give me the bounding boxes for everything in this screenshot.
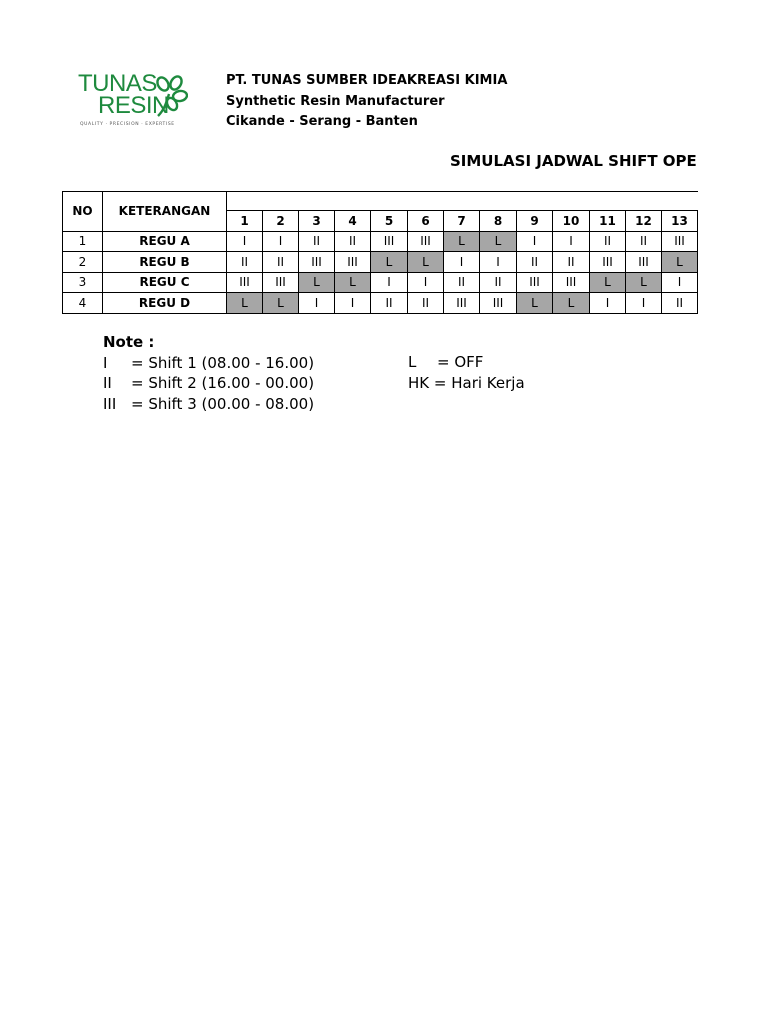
shift-cell: III [662, 231, 698, 252]
shift-cell: L [590, 272, 626, 293]
shift-cell: II [590, 231, 626, 252]
day-header-8: 8 [480, 211, 517, 232]
day-header-9: 9 [517, 211, 553, 232]
company-tagline: Synthetic Resin Manufacturer [226, 93, 445, 109]
shift-cell: L [263, 293, 299, 314]
shift-cell: I [335, 293, 371, 314]
note-item [103, 373, 315, 394]
note-item [103, 353, 315, 374]
row-team-name: REGU B [103, 252, 227, 273]
logo-word-resin: RESIN [98, 92, 169, 119]
logo-word-tunas: TUNAS [78, 70, 157, 97]
shift-cell: II [444, 272, 480, 293]
shift-cell: II [299, 231, 335, 252]
shift-cell: L [553, 293, 590, 314]
day-header-5: 5 [371, 211, 408, 232]
company-name: PT. TUNAS SUMBER IDEAKREASI KIMIA [226, 73, 508, 88]
day-header-6: 6 [408, 211, 444, 232]
table-row [63, 252, 698, 273]
shift-cell: L [227, 293, 263, 314]
shift-cell: III [227, 272, 263, 293]
shift-cell: III [335, 252, 371, 273]
shift-cell: II [480, 272, 517, 293]
day-header-12: 12 [626, 211, 662, 232]
shift-cell: III [263, 272, 299, 293]
shift-cell: I [299, 293, 335, 314]
header-month-blank [227, 192, 698, 211]
shift-cell: II [408, 293, 444, 314]
row-team-name: REGU A [103, 231, 227, 252]
note-text: = OFF [437, 353, 484, 371]
shift-cell: II [335, 231, 371, 252]
shift-cell: III [517, 272, 553, 293]
shift-cell: III [299, 252, 335, 273]
shift-cell: I [517, 231, 553, 252]
shift-schedule-table [62, 191, 698, 314]
leaf-flower-icon [152, 74, 188, 118]
shift-cell: II [662, 293, 698, 314]
note-code: III [103, 394, 117, 413]
day-header-4: 4 [335, 211, 371, 232]
shift-cell: I [371, 272, 408, 293]
company-header [226, 71, 507, 133]
note-text: HK = Hari Kerja [408, 373, 525, 392]
logo-tagline: QUALITY · PRECISION · EXPERTISE [80, 122, 175, 127]
shift-cell: III [480, 293, 517, 314]
shift-cell: III [371, 231, 408, 252]
shift-cell: II [626, 231, 662, 252]
shift-cell: L [517, 293, 553, 314]
note-code: I [103, 353, 108, 372]
row-number: 3 [63, 272, 103, 293]
shift-cell: I [590, 293, 626, 314]
shift-cell: II [227, 252, 263, 273]
shift-cell: L [408, 252, 444, 273]
note-text: = Shift 3 (00.00 - 08.00) [131, 394, 315, 413]
shift-cell: II [517, 252, 553, 273]
shift-cell: L [662, 252, 698, 273]
shift-cell: II [371, 293, 408, 314]
table-row [63, 231, 698, 252]
row-team-name: REGU D [103, 293, 227, 314]
shift-cell: III [626, 252, 662, 273]
note-code: L [408, 353, 417, 371]
note-text: = Shift 1 (08.00 - 16.00) [131, 353, 315, 372]
day-header-10: 10 [553, 211, 590, 232]
row-number: 2 [63, 252, 103, 273]
note-text: = Shift 2 (16.00 - 00.00) [131, 374, 315, 392]
shift-cell: I [408, 272, 444, 293]
day-header-7: 7 [444, 211, 480, 232]
shift-cell: L [480, 231, 517, 252]
row-team-name: REGU C [103, 272, 227, 293]
note-code: II [103, 374, 112, 392]
company-address: Cikande - Serang - Banten [226, 114, 418, 129]
day-header-11: 11 [590, 211, 626, 232]
company-logo [78, 70, 188, 130]
day-header-3: 3 [299, 211, 335, 232]
shift-cell: I [662, 272, 698, 293]
table-row [63, 272, 698, 293]
document-title: SIMULASI JADWAL SHIFT OPE [450, 152, 697, 170]
shift-cell: L [371, 252, 408, 273]
shift-cell: III [408, 231, 444, 252]
shift-cell: L [626, 272, 662, 293]
shift-cell: III [590, 252, 626, 273]
shift-cell: III [553, 272, 590, 293]
day-header-13: 13 [662, 211, 698, 232]
shift-cell: I [227, 231, 263, 252]
day-header-2: 2 [263, 211, 299, 232]
note-section [103, 332, 315, 414]
shift-cell: I [480, 252, 517, 273]
shift-cell: I [263, 231, 299, 252]
header-keterangan: KETERANGAN [103, 192, 227, 232]
shift-cell: L [335, 272, 371, 293]
shift-cell: I [626, 293, 662, 314]
shift-cell: L [444, 231, 480, 252]
note-title: Note : [103, 333, 155, 351]
row-number: 1 [63, 231, 103, 252]
shift-cell: II [263, 252, 299, 273]
shift-cell: III [444, 293, 480, 314]
shift-cell: I [444, 252, 480, 273]
shift-cell: II [553, 252, 590, 273]
shift-cell: L [299, 272, 335, 293]
header-no: NO [63, 192, 103, 232]
table-row [63, 293, 698, 314]
note-item [103, 394, 315, 415]
header-row-top [63, 192, 698, 211]
row-number: 4 [63, 293, 103, 314]
shift-cell: I [553, 231, 590, 252]
day-header-1: 1 [227, 211, 263, 232]
